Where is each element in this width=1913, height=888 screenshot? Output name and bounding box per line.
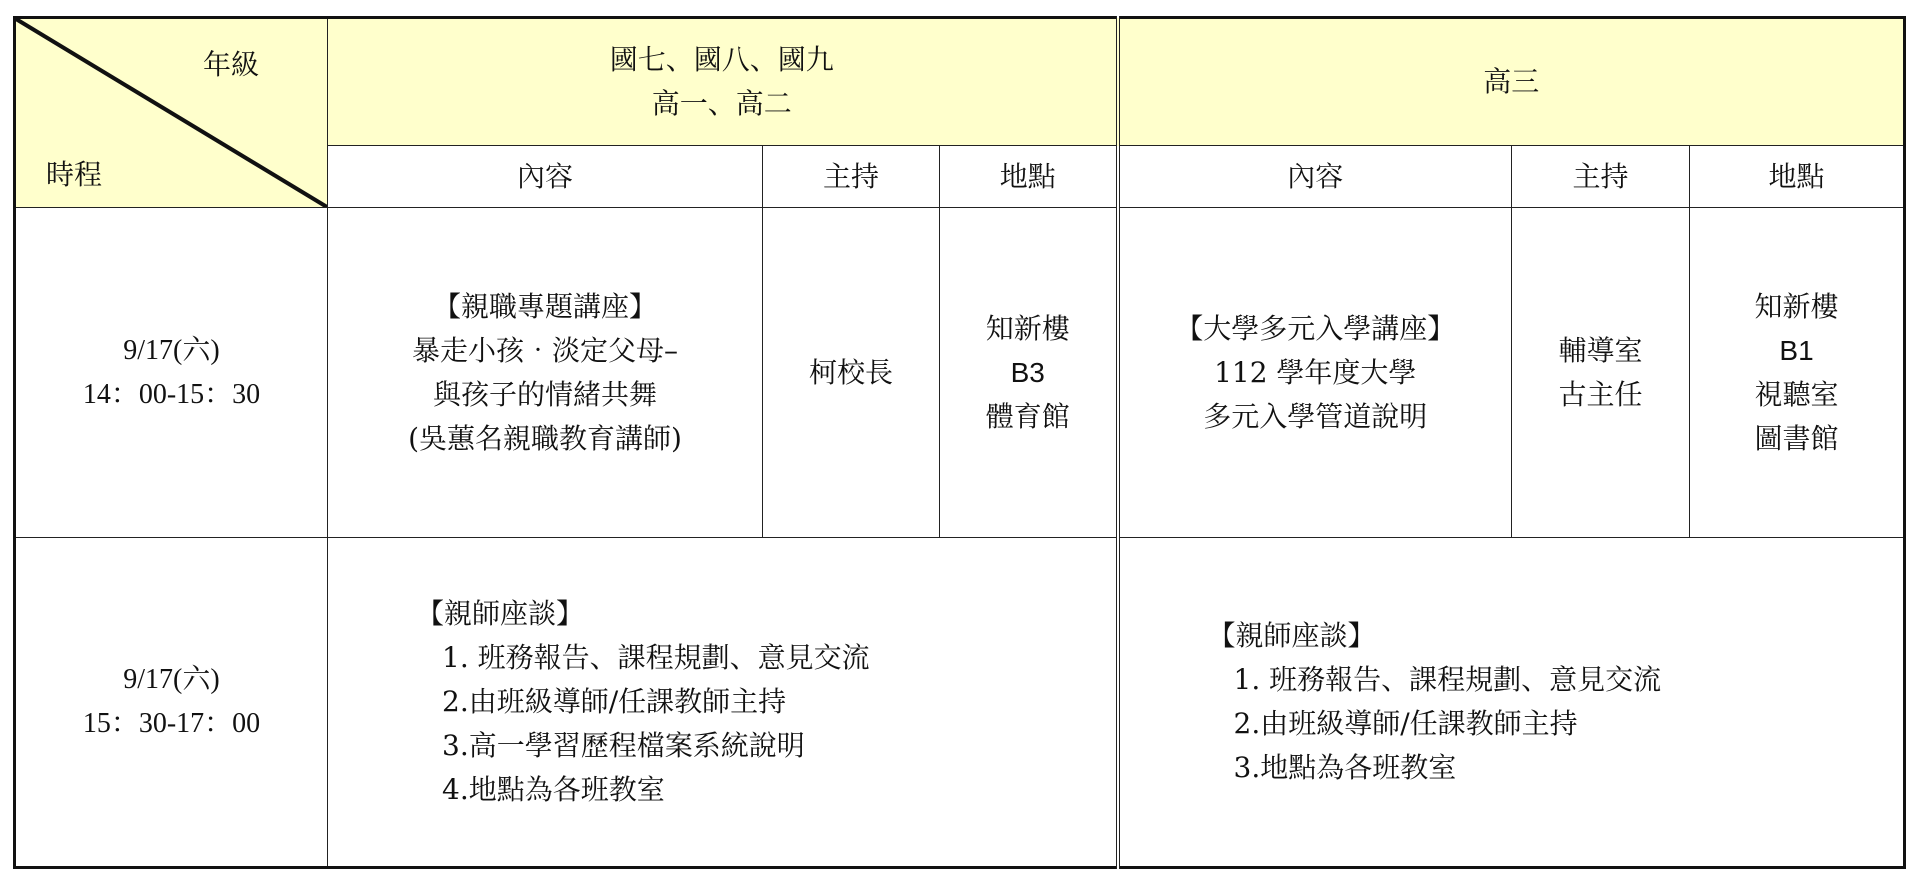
- meeting-item: 3.地點為各班教室: [1233, 751, 1457, 784]
- location-line: 知新樓: [985, 311, 1070, 345]
- location-line: 體育館: [985, 399, 1070, 433]
- meeting-title: 【親師座談】: [1207, 619, 1376, 652]
- location-line: B1: [1779, 334, 1814, 366]
- session1-b-host: [1512, 208, 1690, 538]
- session2-b-content: [1118, 538, 1905, 868]
- session1-a-location: [940, 208, 1118, 538]
- content-line: 112 學年度大學: [1214, 355, 1417, 389]
- group-a-line2: 高一、高二: [651, 87, 792, 120]
- session1-a-content: [328, 208, 763, 538]
- session-row-2: [15, 538, 1905, 868]
- host-line: 輔導室: [1558, 333, 1643, 367]
- group-a-line1: 國七、國八、國九: [609, 43, 834, 76]
- content-line: 暴走小孩‧淡定父母–: [411, 333, 678, 367]
- host-line: 古主任: [1558, 377, 1643, 411]
- session1-b-content: [1118, 208, 1512, 538]
- content-line: 與孩子的情緒共舞: [432, 377, 657, 411]
- col-location-b: 地點: [1690, 146, 1905, 208]
- meeting-item: 2.由班級導師/任課教師主持: [442, 685, 787, 718]
- col-content-a: 內容: [328, 146, 763, 208]
- meeting-item: 1. 班務報告、課程規劃、意見交流: [1233, 663, 1662, 696]
- session1-time: 14：00-15：30: [82, 378, 261, 410]
- session2-time-cell: [15, 538, 328, 868]
- location-line: 圖書館: [1754, 421, 1839, 455]
- content-line: 【親職專題講座】: [432, 289, 657, 323]
- col-location-a: 地點: [940, 146, 1118, 208]
- location-line: 知新樓: [1754, 289, 1839, 323]
- session1-time-cell: [15, 208, 328, 538]
- grade-label: 年級: [202, 48, 259, 81]
- corner-header-cell: [15, 18, 328, 208]
- col-host-b: 主持: [1512, 146, 1690, 208]
- meeting-item: 1. 班務報告、課程規劃、意見交流: [442, 641, 870, 674]
- period-label: 時程: [46, 158, 103, 191]
- session2-date: 9/17(六): [123, 664, 220, 695]
- content-line: (吳蕙名親職教育講師): [408, 421, 682, 455]
- group-a-header: [328, 18, 1118, 146]
- meeting-item: 4.地點為各班教室: [442, 773, 665, 806]
- session-row-1: [15, 208, 1905, 538]
- schedule-table: [13, 16, 1906, 869]
- location-line: 視聽室: [1754, 377, 1839, 411]
- meeting-title: 【親師座談】: [416, 597, 585, 630]
- content-line: 多元入學管道說明: [1203, 399, 1428, 433]
- group-b-header: 高三: [1118, 18, 1905, 146]
- meeting-item: 3.高一學習歷程檔案系統說明: [442, 729, 805, 762]
- session2-time: 15：30-17：00: [82, 708, 261, 739]
- content-line: 【大學多元入學講座】: [1175, 311, 1456, 345]
- session1-b-location: [1690, 208, 1905, 538]
- header-row: [15, 18, 1905, 146]
- meeting-item: 2.由班級導師/任課教師主持: [1233, 707, 1578, 740]
- session1-date: 9/17(六): [123, 334, 220, 366]
- col-host-a: 主持: [763, 146, 940, 208]
- location-line: B3: [1010, 356, 1045, 388]
- session1-a-host: 柯校長: [763, 208, 940, 538]
- session2-a-content: [328, 538, 1118, 868]
- col-content-b: 內容: [1118, 146, 1512, 208]
